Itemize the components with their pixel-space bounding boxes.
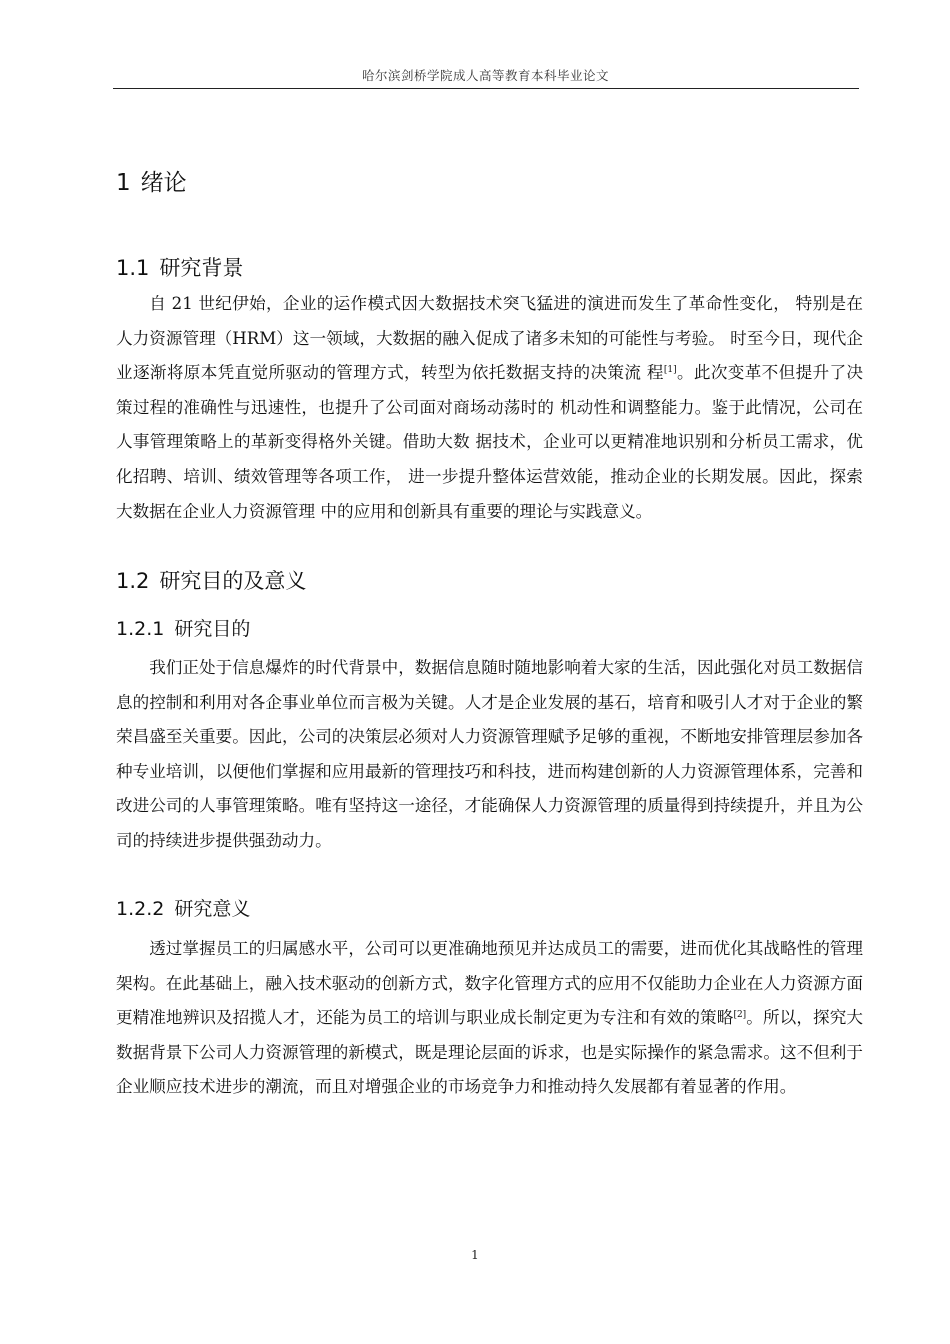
paragraph-background <box>116 287 863 529</box>
paragraph-text: 我们正处于信息爆炸的时代背景中，数据信息随时随地影响着大家的生活，因此强化对员工数据信息的控制和利用对各企事业单位而言极为关键。人才是企业发展的基石，培育和吸引人才对于企业的繁荣昌盛至关重要。因此，公司的决策层必须对人力资源管理赋予足够的重视，不断地安排管理层参加各种专业培训，以便他们掌握和应用最新的管理技巧和科技，进而构建创新的人力资源管理体系，完善和改进公司的人事管理策略。唯有坚持这一途径，才能确保人力资源管理的质量得到持续提升，并且为公司的持续进步提供强劲动力。 <box>116 658 863 850</box>
chapter-heading <box>116 164 187 197</box>
subsection-number: 1.2.1 <box>116 618 165 640</box>
subsection-number: 1.2.2 <box>116 898 165 920</box>
paragraph-text-continued: 。所以，探究大数据背景下公司人力资源管理的新模式，既是理论层面的诉求，也是实际操作的紧急需求。这不但利于企业顺应技术进步的潮流，而且对增强企业的市场竞争力和推动持久发展都有着显著的作用。 <box>116 1008 863 1097</box>
section-number: 1.1 <box>116 256 150 280</box>
section-heading-1-1 <box>116 252 243 282</box>
section-heading-1-2 <box>116 565 306 595</box>
running-header: 哈尔滨剑桥学院成人高等教育本科毕业论文 <box>361 68 609 83</box>
subsection-heading-1-2-1 <box>116 614 250 641</box>
subsection-title: 研究目的 <box>174 618 251 640</box>
chapter-title: 绪论 <box>140 170 187 196</box>
section-title: 研究背景 <box>159 256 244 280</box>
paragraph-text-continued: 。此次变革不但提升了决策过程的准确性与迅速性，也提升了公司面对商场动荡时的 机动性和调整能力。鉴于此情况，公司在人事管理策略上的革新变得格外关键。借助大数 据技术，企业可以更精准地识别和分析员工需求，优化招聘、培训、绩效管理等各项工作， 进一步提升整体运营效能，推动企业的长期发展。因此，探索大数据在企业人力资源管理 中的应用和创新具有重要的理论与实践意义。 <box>116 363 863 521</box>
section-number: 1.2 <box>116 569 150 593</box>
paragraph-research-significance <box>116 932 863 1105</box>
citation-1: [1] <box>663 365 677 376</box>
section-title: 研究目的及意义 <box>159 569 307 593</box>
header-rule <box>113 88 859 89</box>
paragraph-text: 透过掌握员工的归属感水平，公司可以更准确地预见并达成员工的需要，进而优化其战略性的管理架构。在此基础上，融入技术驱动的创新方式，数字化管理方式的应用不仅能助力企业在人力资源方面更精准地辨识及招揽人才，还能为员工的培训与职业成长制定更为专注和有效的策略 <box>116 939 863 1028</box>
citation-2: [2] <box>733 1010 747 1021</box>
paragraph-research-purpose <box>116 651 863 859</box>
subsection-title: 研究意义 <box>174 898 251 920</box>
page-number: 1 <box>471 1248 479 1262</box>
subsection-heading-1-2-2 <box>116 894 250 921</box>
paragraph-text: 自 21 世纪伊始，企业的运作模式因大数据技术突飞猛进的演进而发生了革命性变化， 特别是在人力资源管理（HRM）这一领域，大数据的融入促成了诸多未知的可能性与考验。 时至今日，现代企业逐渐将原本凭直觉所驱动的管理方式，转型为依托数据支持的决策流 程 <box>116 294 863 383</box>
chapter-number: 1 <box>116 170 131 196</box>
